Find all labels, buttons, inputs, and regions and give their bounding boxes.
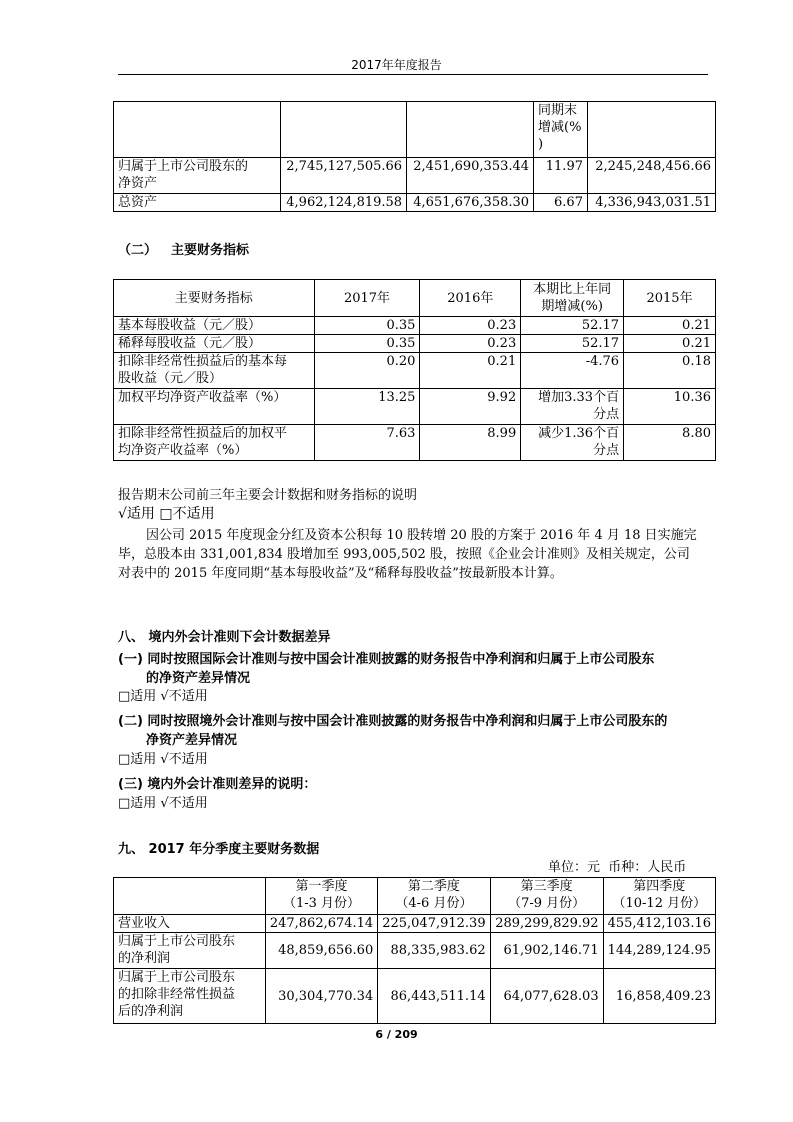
page-header: 2017年年度报告	[351, 58, 442, 72]
header-cell: 第三季度 （7-9 月份）	[490, 878, 603, 915]
cell-value: 7.63	[314, 425, 420, 461]
note-paragraph-line: 因公司 2015 年度现金分红及资本公积每 10 股转增 20 股的方案于 2016 年 4 月 18 日实施完	[146, 528, 697, 543]
header-cell	[281, 102, 407, 158]
header-cell: 2016年	[420, 280, 521, 317]
header-cell: 2015年	[624, 280, 716, 317]
unit-label: 单位：元 币种：人民币	[548, 860, 687, 875]
note-paragraph-line: 毕，总股本由 331,001,834 股增加至 993,005,502 股，按照《企业会计准则》及相关规定，公司	[118, 547, 690, 562]
cell-value: -4.76	[521, 353, 624, 389]
cell-value: 4,651,676,358.30	[407, 194, 534, 212]
table-quarterly-data	[113, 877, 716, 1024]
table-header-row	[114, 280, 716, 317]
cell-value: 9.92	[420, 389, 521, 425]
section-title: 主要财务指标	[171, 243, 250, 258]
cell-value: 455,412,103.16	[603, 915, 715, 933]
cell-value: 0.21	[624, 317, 716, 335]
subsection-heading: (一) 同时按照国际会计准则与按中国会计准则披露的财务报告中净利润和归属于上市公司股东	[118, 652, 655, 667]
row-label: 归属于上市公司股东的 净资产	[114, 158, 281, 194]
cell-value: 0.35	[314, 335, 420, 353]
table-header-row	[114, 102, 716, 158]
table-row	[114, 389, 716, 425]
cell-value: 8.80	[624, 425, 716, 461]
cell-value: 4,336,943,031.51	[587, 194, 715, 212]
cell-value: 225,047,912.39	[378, 915, 490, 933]
header-cell: 第一季度 （1-3 月份）	[265, 878, 377, 915]
cell-value: 64,077,628.03	[490, 969, 603, 1024]
row-label: 归属于上市公司股东 的净利润	[114, 933, 266, 969]
cell-value: 2,245,248,456.66	[587, 158, 715, 194]
header-cell	[407, 102, 534, 158]
cell-value: 0.23	[420, 317, 521, 335]
section-heading	[118, 239, 249, 258]
page-number: 6 / 209	[375, 1028, 418, 1041]
cell-value: 0.18	[624, 353, 716, 389]
header-cell	[114, 878, 266, 915]
table-header-row	[114, 878, 716, 915]
subsection-heading: (三) 境内外会计准则差异的说明：	[118, 777, 317, 792]
section-heading: 八、 境内外会计准则下会计数据差异	[118, 630, 331, 645]
row-label: 基本每股收益（元／股）	[114, 317, 315, 335]
cell-value: 48,859,656.60	[265, 933, 377, 969]
header-cell: 主要财务指标	[114, 280, 315, 317]
cell-value: 8.99	[420, 425, 521, 461]
cell-value: 86,443,511.14	[378, 969, 490, 1024]
section-number: （二）	[118, 243, 158, 258]
cell-value: 289,299,829.92	[490, 915, 603, 933]
cell-value: 减少1.36个百 分点	[521, 425, 624, 461]
cell-value: 0.21	[420, 353, 521, 389]
cell-value: 10.36	[624, 389, 716, 425]
header-divider	[118, 74, 708, 75]
row-label: 归属于上市公司股东 的扣除非经常性损益 后的净利润	[114, 969, 266, 1024]
section-heading: 九、 2017 年分季度主要财务数据	[118, 842, 320, 857]
cell-value: 11.97	[534, 158, 588, 194]
table-main-accounting-data	[113, 101, 716, 212]
cell-value: 0.20	[314, 353, 420, 389]
table-row	[114, 158, 716, 194]
table-financial-indicators	[113, 279, 716, 461]
table-row	[114, 969, 716, 1024]
row-label: 稀释每股收益（元／股）	[114, 335, 315, 353]
note-applicability: √适用 □不适用	[118, 506, 215, 522]
cell-value: 6.67	[534, 194, 588, 212]
note-paragraph-line: 对表中的 2015 年度同期“基本每股收益”及“稀释每股收益”按最新股本计算。	[118, 566, 563, 581]
row-label: 扣除非经常性损益后的加权平 均净资产收益率（%）	[114, 425, 315, 461]
header-cell: 第二季度 （4-6 月份）	[378, 878, 490, 915]
cell-value: 0.23	[420, 335, 521, 353]
row-label: 加权平均净资产收益率（%）	[114, 389, 315, 425]
cell-value: 0.35	[314, 317, 420, 335]
cell-value: 0.21	[624, 335, 716, 353]
cell-value: 2,451,690,353.44	[407, 158, 534, 194]
row-label: 营业收入	[114, 915, 266, 933]
cell-value: 52.17	[521, 335, 624, 353]
table-row	[114, 353, 716, 389]
header-cell: 2017年	[314, 280, 420, 317]
row-label: 总资产	[114, 194, 281, 212]
applicability-status: □适用 √不适用	[118, 796, 208, 811]
cell-value: 247,862,674.14	[265, 915, 377, 933]
table-row	[114, 194, 716, 212]
header-cell	[114, 102, 281, 158]
cell-value: 增加3.33个百 分点	[521, 389, 624, 425]
table-row	[114, 915, 716, 933]
table-row	[114, 317, 716, 335]
header-cell	[587, 102, 715, 158]
applicability-status: □适用 √不适用	[118, 752, 208, 767]
note-title: 报告期末公司前三年主要会计数据和财务指标的说明	[118, 488, 418, 503]
cell-value: 61,902,146.71	[490, 933, 603, 969]
table-row	[114, 425, 716, 461]
header-cell: 本期比上年同 期增减(%)	[521, 280, 624, 317]
subsection-heading-cont: 净资产差异情况	[146, 733, 238, 748]
table-row	[114, 335, 716, 353]
cell-value: 2,745,127,505.66	[281, 158, 407, 194]
row-label: 扣除非经常性损益后的基本每 股收益（元／股）	[114, 353, 315, 389]
header-cell: 同期末 增减(% )	[534, 102, 588, 158]
cell-value: 13.25	[314, 389, 420, 425]
cell-value: 16,858,409.23	[603, 969, 715, 1024]
cell-value: 144,289,124.95	[603, 933, 715, 969]
cell-value: 52.17	[521, 317, 624, 335]
applicability-status: □适用 √不适用	[118, 689, 208, 704]
subsection-heading-cont: 的净资产差异情况	[146, 671, 251, 686]
cell-value: 88,335,983.62	[378, 933, 490, 969]
subsection-heading: (二) 同时按照境外会计准则与按中国会计准则披露的财务报告中净利润和归属于上市公司股东的	[118, 714, 668, 729]
cell-value: 4,962,124,819.58	[281, 194, 407, 212]
table-row	[114, 933, 716, 969]
header-cell: 第四季度 （10-12 月份）	[603, 878, 715, 915]
cell-value: 30,304,770.34	[265, 969, 377, 1024]
